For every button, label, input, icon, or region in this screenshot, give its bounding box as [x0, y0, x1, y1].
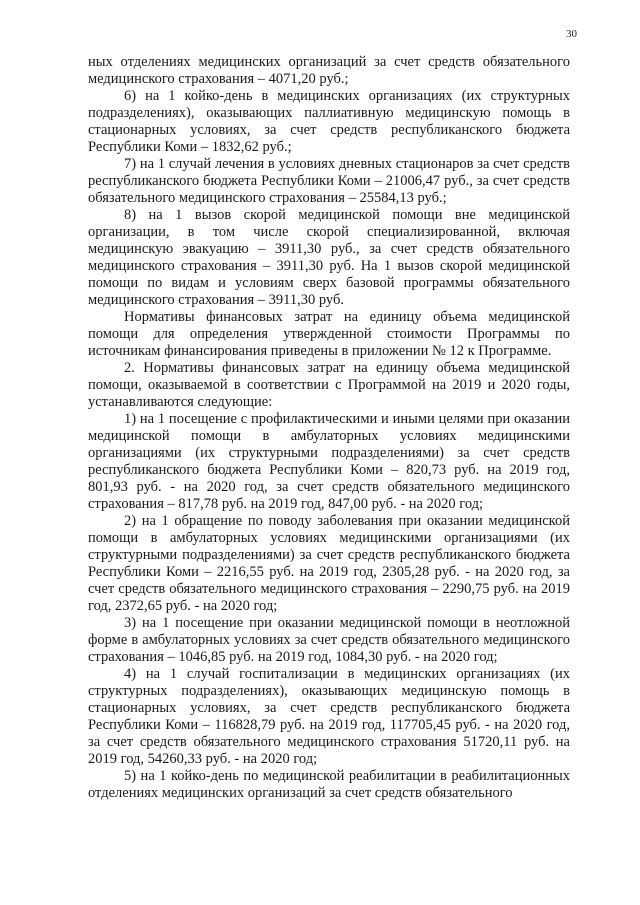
paragraph-item-6: 6) на 1 койко-день в медицинских организациях (их структурных подразделениях), оказывающих паллиативную медицинскую помощь в стационарных условиях, за счет средств республиканского бюджета Республики Коми – 1832,62 руб.;	[88, 88, 570, 155]
paragraph-item-8: 8) на 1 вызов скорой медицинской помощи вне медицинской организации, в том числе скорой специализированной, включая медицинскую эвакуацию – 3911,30 руб., за счет средств обязательного медицинского страхования – 3911,30 руб. На 1 вызов скорой медицинской помощи по видам и условиям сверх базовой программы обязательного медицинского страхования – 3911,30 руб.	[88, 207, 570, 308]
paragraph-item-1: 1) на 1 посещение с профилактическими и иными целями при оказании медицинской помощи в амбулаторных условиях медицинскими организациями (их структурными подразделениями) за счет средств республиканского бюджета Республики Коми – 820,73 руб. на 2019 год, 801,93 руб. - на 2020 год, за счет средств обязательного медицинского страхования – 817,78 руб. на 2019 год, 847,00 руб. - на 2020 год;	[88, 411, 570, 512]
paragraph-item-5: 5) на 1 койко-день по медицинской реабилитации в реабилитационных отделениях медицинских организаций за счет средств обязательного	[88, 768, 570, 801]
paragraph-continuation: ных отделениях медицинских организаций за счет средств обязательного медицинского страхования – 4071,20 руб.;	[88, 54, 570, 87]
paragraph-item-2: 2) на 1 обращение по поводу заболевания при оказании медицинской помощи в амбулаторных условиях медицинскими организациями (их структурными подразделениями) за счет средств республиканского бюджета Республики Коми – 2216,55 руб. на 2019 год, 2305,28 руб. - на 2020 год, за счет средств обязательного медицинского страхования – 2290,75 руб. на 2019 год, 2372,65 руб. - на 2020 год;	[88, 513, 570, 614]
paragraph-normatives-note: Нормативы финансовых затрат на единицу объема медицинской помощи для определения утвержденной стоимости Программы по источникам финансирования приведены в приложении № 12 к Программе.	[88, 309, 570, 359]
page-number: 30	[566, 28, 577, 40]
paragraph-item-3: 3) на 1 посещение при оказании медицинской помощи в неотложной форме в амбулаторных условиях за счет средств обязательного медицинского страхования – 1046,85 руб. на 2019 год, 1084,30 руб. - на 2020 год;	[88, 615, 570, 665]
paragraph-section-2: 2. Нормативы финансовых затрат на единицу объема медицинской помощи, оказываемой в соответствии с Программой на 2019 и 2020 годы, устанавливаются следующие:	[88, 360, 570, 410]
paragraph-item-7: 7) на 1 случай лечения в условиях дневных стационаров за счет средств республиканского бюджета Республики Коми – 21006,47 руб., за счет средств обязательного медицинского страхования – 25584,13 руб.;	[88, 156, 570, 206]
document-body	[88, 54, 570, 802]
paragraph-item-4: 4) на 1 случай госпитализации в медицинских организациях (их структурных подразделениях), оказывающих медицинскую помощь в стационарных условиях, за счет средств республиканского бюджета Республики Коми – 116828,79 руб. на 2019 год, 117705,45 руб. - на 2020 год, за счет средств обязательного медицинского страхования 51720,11 руб. на 2019 год, 54260,33 руб. - на 2020 год;	[88, 666, 570, 767]
